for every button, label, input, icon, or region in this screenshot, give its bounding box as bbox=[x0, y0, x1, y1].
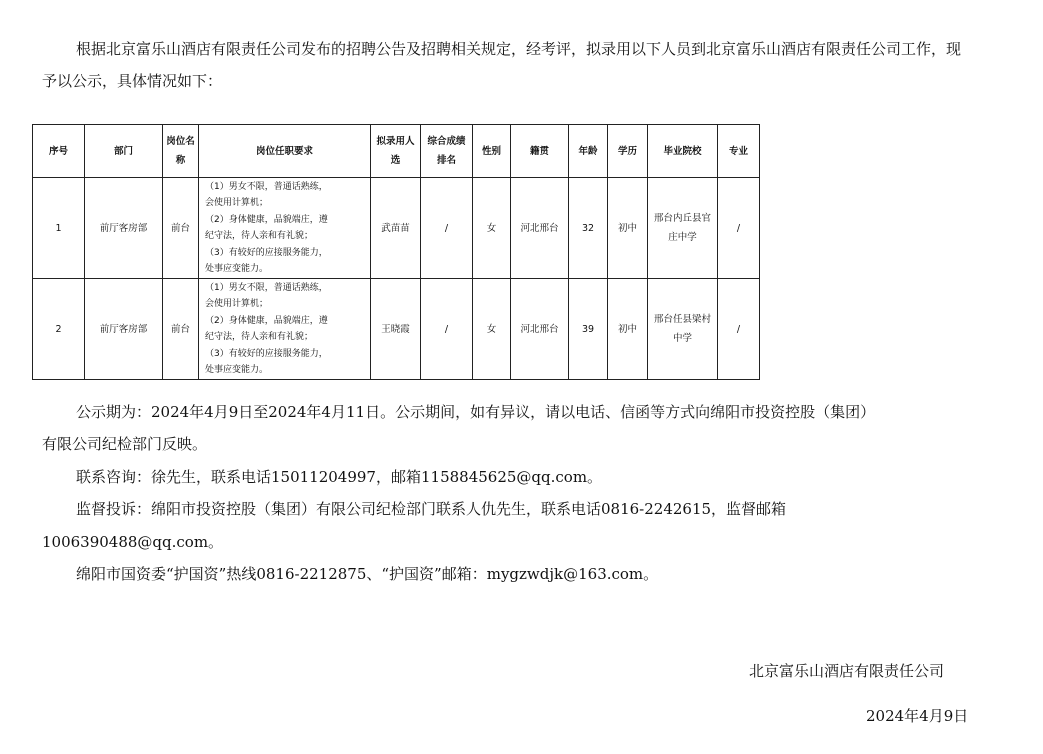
header-edu: 学历 bbox=[608, 125, 648, 178]
cell-age: 32 bbox=[569, 178, 608, 279]
header-age: 年龄 bbox=[569, 125, 608, 178]
cell-name: 武苗苗 bbox=[371, 178, 421, 279]
req-line: 处事应变能力。 bbox=[205, 264, 269, 274]
cell-name: 王晓霞 bbox=[371, 279, 421, 380]
cell-dept: 前厅客房部 bbox=[85, 279, 163, 380]
header-no: 序号 bbox=[33, 125, 85, 178]
period-line-1: 公示期为：2024年4月9日至2024年4月11日。公示期间，如有异议，请以电话、信函等方式向绵阳市投资控股（集团） bbox=[76, 403, 876, 421]
header-major: 专业 bbox=[718, 125, 760, 178]
cell-rank: / bbox=[421, 178, 473, 279]
cell-school: 邢台内丘县官庄中学 bbox=[648, 178, 718, 279]
header-gender: 性别 bbox=[473, 125, 511, 178]
table-header-row bbox=[33, 125, 760, 178]
req-line: （1）男女不限，普通话熟练， bbox=[205, 282, 328, 293]
signature-company: 北京富乐山酒店有限责任公司 bbox=[749, 662, 945, 680]
cell-origin: 河北邢台 bbox=[511, 279, 569, 380]
cell-gender: 女 bbox=[473, 178, 511, 279]
cell-req bbox=[199, 279, 371, 380]
cell-req bbox=[199, 178, 371, 279]
cell-gender: 女 bbox=[473, 279, 511, 380]
cell-dept: 前厅客房部 bbox=[85, 178, 163, 279]
cell-post: 前台 bbox=[163, 279, 199, 380]
header-origin: 籍贯 bbox=[511, 125, 569, 178]
cell-school: 邢台任县梁村中学 bbox=[648, 279, 718, 380]
cell-major: / bbox=[718, 178, 760, 279]
req-line: （2）身体健康，品貌端庄，遵 bbox=[205, 315, 328, 326]
supervise-line-1: 监督投诉：绵阳市投资控股（集团）有限公司纪检部门联系人仇先生，联系电话0816-2242615，监督邮箱 bbox=[76, 500, 787, 518]
cell-rank: / bbox=[421, 279, 473, 380]
req-line: 会使用计算机； bbox=[205, 299, 269, 309]
hotline-line: 绵阳市国资委“护国资”热线0816-2212875、“护国资”邮箱：mygzwdjk@163.com。 bbox=[76, 565, 659, 583]
supervise-line-2: 1006390488@qq.com。 bbox=[42, 533, 224, 551]
req-line: （1）男女不限，普通话熟练， bbox=[205, 181, 328, 192]
cell-no: 1 bbox=[33, 178, 85, 279]
contact-line: 联系咨询：徐先生，联系电话15011204997，邮箱1158845625@qq.com。 bbox=[76, 468, 603, 486]
cell-post: 前台 bbox=[163, 178, 199, 279]
header-rank: 综合成绩排名 bbox=[421, 125, 473, 178]
header-post: 岗位名称 bbox=[163, 125, 199, 178]
cell-no: 2 bbox=[33, 279, 85, 380]
table-row bbox=[33, 279, 760, 380]
recruitment-table bbox=[32, 124, 760, 380]
header-name: 拟录用人选 bbox=[371, 125, 421, 178]
cell-edu: 初中 bbox=[608, 178, 648, 279]
req-line: 会使用计算机； bbox=[205, 198, 269, 208]
req-line: 纪守法，待人亲和有礼貌； bbox=[205, 332, 314, 342]
req-line: 处事应变能力。 bbox=[205, 365, 269, 375]
req-line: （3）有较好的应接服务能力， bbox=[205, 348, 328, 359]
intro-paragraph: 根据北京富乐山酒店有限责任公司发布的招聘公告及招聘相关规定，经考评，拟录用以下人员到北京富乐山酒店有限责任公司工作，现予以公示，具体情况如下： bbox=[42, 40, 962, 90]
table-row bbox=[33, 178, 760, 279]
cell-origin: 河北邢台 bbox=[511, 178, 569, 279]
cell-edu: 初中 bbox=[608, 279, 648, 380]
header-dept: 部门 bbox=[85, 125, 163, 178]
period-line-2: 有限公司纪检部门反映。 bbox=[42, 435, 208, 453]
req-line: 纪守法，待人亲和有礼貌； bbox=[205, 231, 314, 241]
req-line: （2）身体健康，品貌端庄，遵 bbox=[205, 214, 328, 225]
signature-date: 2024年4月9日 bbox=[866, 707, 969, 725]
header-req: 岗位任职要求 bbox=[199, 125, 371, 178]
cell-age: 39 bbox=[569, 279, 608, 380]
req-line: （3）有较好的应接服务能力， bbox=[205, 247, 328, 258]
header-school: 毕业院校 bbox=[648, 125, 718, 178]
cell-major: / bbox=[718, 279, 760, 380]
